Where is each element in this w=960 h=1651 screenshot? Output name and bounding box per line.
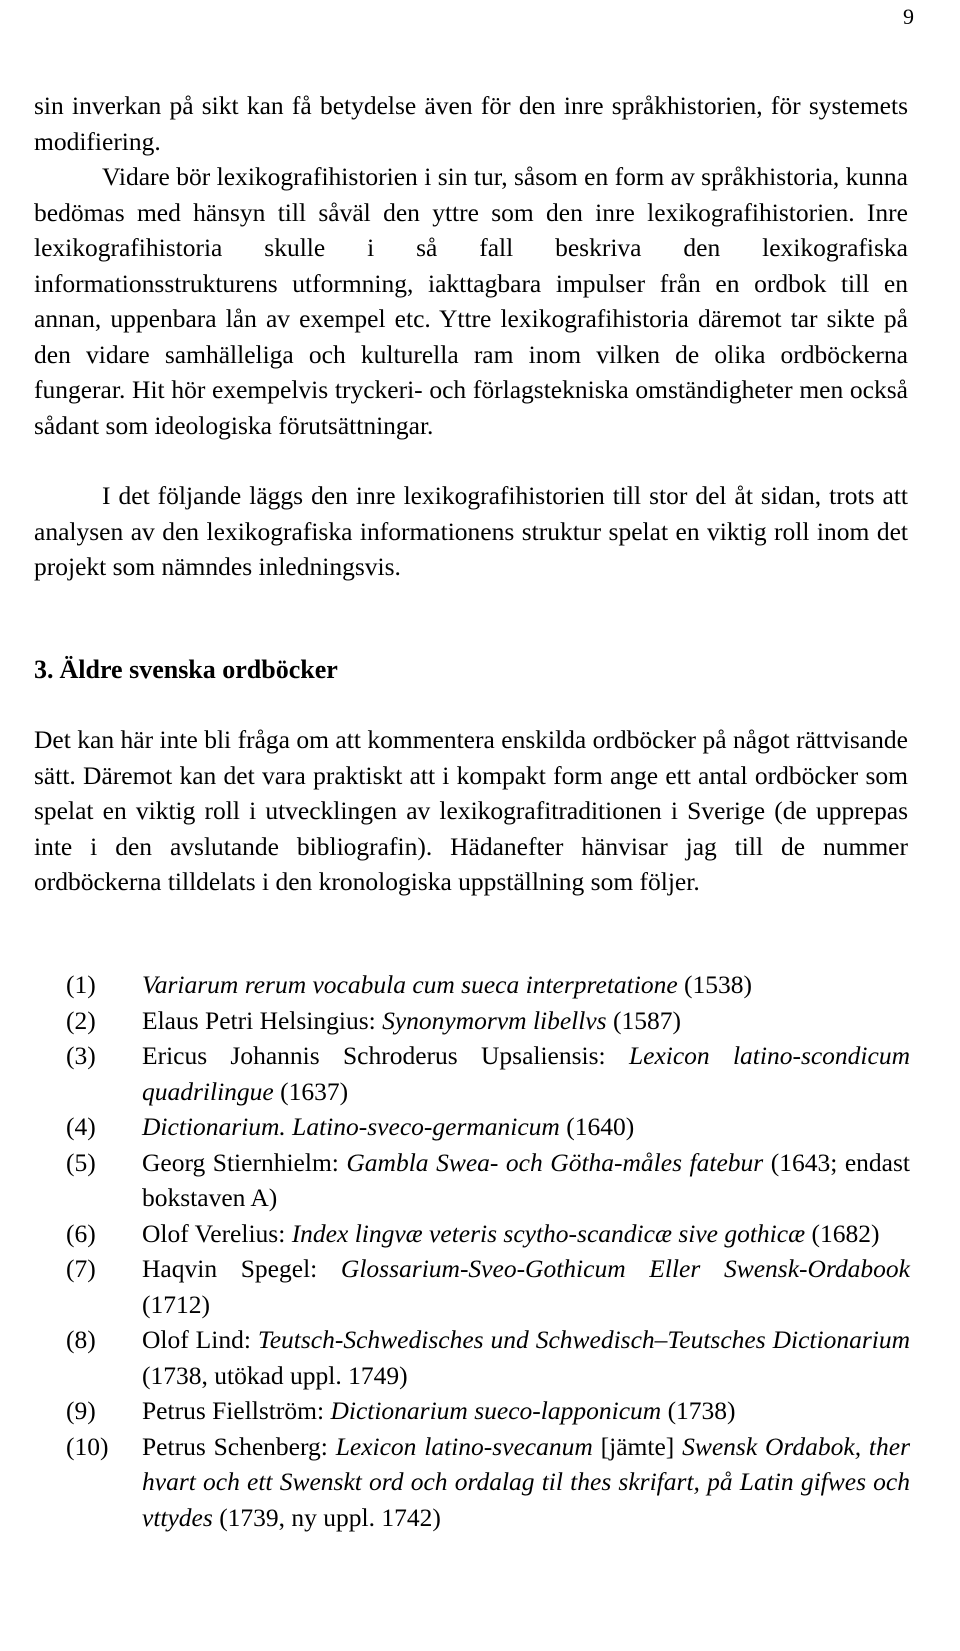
list-marker: (4) [66, 1112, 96, 1141]
entry-title: Dictionarium sueco-lapponicum [330, 1396, 662, 1425]
list-item [66, 1429, 910, 1536]
list-item [66, 1003, 910, 1039]
list-marker: (8) [66, 1325, 96, 1354]
entry-title: Synonymorvm libellvs [382, 1005, 607, 1035]
entry-note: (1739, ny uppl. 1742) [212, 1502, 441, 1532]
list-item [66, 1038, 910, 1109]
entry-title: Dictionarium. Latino-sveco-germanicum [142, 1112, 560, 1141]
entry-note: (1682) [805, 1218, 880, 1248]
section-title: Äldre svenska ordböcker [59, 655, 338, 684]
list-item [66, 1322, 910, 1393]
entry-title-second: Swensk Ordabok, ther hvart och ett Swenskt ord och ordalag til thes skrifart, på Latin gifwes och vttydes [142, 1431, 911, 1532]
list-marker: (2) [66, 1005, 96, 1035]
entry-note: (1712) [142, 1289, 210, 1319]
entry-note: (1643; endast bokstaven A) [142, 1147, 910, 1212]
entry-note: (1538) [677, 970, 753, 999]
entry-author: Petrus Schenberg: [142, 1431, 336, 1461]
entry-title: Lexicon latino-svecanum [335, 1431, 593, 1461]
list-marker: (1) [66, 970, 96, 999]
entry-author: Olof Lind: [142, 1325, 258, 1354]
entry-title: Lexicon latino-scondicum quadrilingue [142, 1041, 911, 1106]
list-entry [142, 1109, 910, 1145]
entry-author: Georg Stiernhielm: [142, 1147, 347, 1177]
list-entry [142, 1038, 910, 1109]
entry-note: (1738, utökad uppl. 1749) [142, 1360, 408, 1390]
list-item [66, 1145, 910, 1216]
list-entry [142, 1429, 910, 1536]
list-entry [142, 1145, 910, 1216]
entry-title: Glossarium-Sveo-Gothicum Eller Swensk-Ordabook [340, 1254, 910, 1283]
section-heading [34, 652, 338, 688]
entry-title: Index lingvæ veteris scytho-scandicæ sive gothicæ [291, 1218, 806, 1248]
paragraph-inner-history: I det följande läggs den inre lexikografihistorien till stor del åt sidan, trots att analysen av den lexikografiska informationens struktur spelat en viktig roll inom det projekt som nämndes inledningsvis. [34, 481, 908, 581]
list-entry [142, 1251, 910, 1322]
entry-author: Ericus Johannis Schroderus Upsaliensis: [142, 1041, 629, 1070]
list-item [66, 967, 910, 1003]
entry-note: (1587) [606, 1005, 681, 1035]
entry-title: Variarum rerum vocabula cum sueca interpretatione [142, 970, 678, 999]
dictionary-list [66, 967, 910, 1535]
list-marker: (3) [66, 1041, 96, 1070]
list-item [66, 1109, 910, 1145]
entry-note: (1637) [273, 1076, 349, 1106]
list-marker: (10) [66, 1431, 109, 1461]
list-marker: (6) [66, 1218, 96, 1248]
list-marker: (9) [66, 1396, 96, 1425]
list-entry [142, 1322, 910, 1393]
list-item [66, 1251, 910, 1322]
list-entry [142, 1216, 910, 1252]
entry-author: Haqvin Spegel: [142, 1254, 341, 1283]
page-number: 9 [903, 4, 914, 29]
entry-author: Olof Verelius: [142, 1218, 292, 1248]
list-marker: (7) [66, 1254, 96, 1283]
paragraph-continuation: sin inverkan på sikt kan få betydelse även för den inre språkhistorien, för systemets modifiering. [34, 91, 908, 156]
list-entry [142, 1393, 910, 1429]
entry-author: Elaus Petri Helsingius: [142, 1005, 383, 1035]
paragraph-lexicography-history: Vidare bör lexikografihistorien i sin tur, såsom en form av språkhistoria, kunna bedömas med hänsyn till såväl den yttre som den inre lexikografihistorien. Inre lexikografihistoria skulle i så fall beskriva den lexikografiska informationsstrukturens utformning, iakttagbara impulser från en ordbok till en annan, uppenbara lån av exempel etc. Yttre lexikografihistoria däremot tar sikte på den vidare samhälleliga och kulturella ram inom vilken de olika ordböckerna fungerar. Hit hör exempelvis tryckeri- och förlagstekniska omständigheter men också sådant som ideologiska förutsättningar. [34, 162, 908, 440]
list-item [66, 1216, 910, 1252]
list-entry [142, 967, 910, 1003]
section-intro: Det kan här inte bli fråga om att kommentera enskilda ordböcker på något rättvisande sätt. Däremot kan det vara praktiskt att i kompakt form ange ett antal ordböcker som spelat en viktig roll i utvecklingen av lexikografitraditionen i Sverige (de upprepas inte i den avslutande bibliografin). Hädanefter hänvisar jag till de nummer ordböckerna tilldelats i den kronologiska uppställning som följer. [34, 725, 908, 896]
entry-author: Petrus Fiellström: [142, 1396, 331, 1425]
section-number: 3. [34, 655, 54, 684]
list-entry [142, 1003, 910, 1039]
entry-conjunction: [jämte] [592, 1431, 683, 1461]
entry-note: (1640) [559, 1112, 635, 1141]
entry-title: Teutsch-Schwedisches und Schwedisch–Teutsches Dictionarium [257, 1325, 910, 1354]
list-marker: (5) [66, 1147, 96, 1177]
entry-title: Gambla Swea- och Götha-måles fatebur [346, 1147, 764, 1177]
list-item [66, 1393, 910, 1429]
entry-note: (1738) [661, 1396, 736, 1425]
